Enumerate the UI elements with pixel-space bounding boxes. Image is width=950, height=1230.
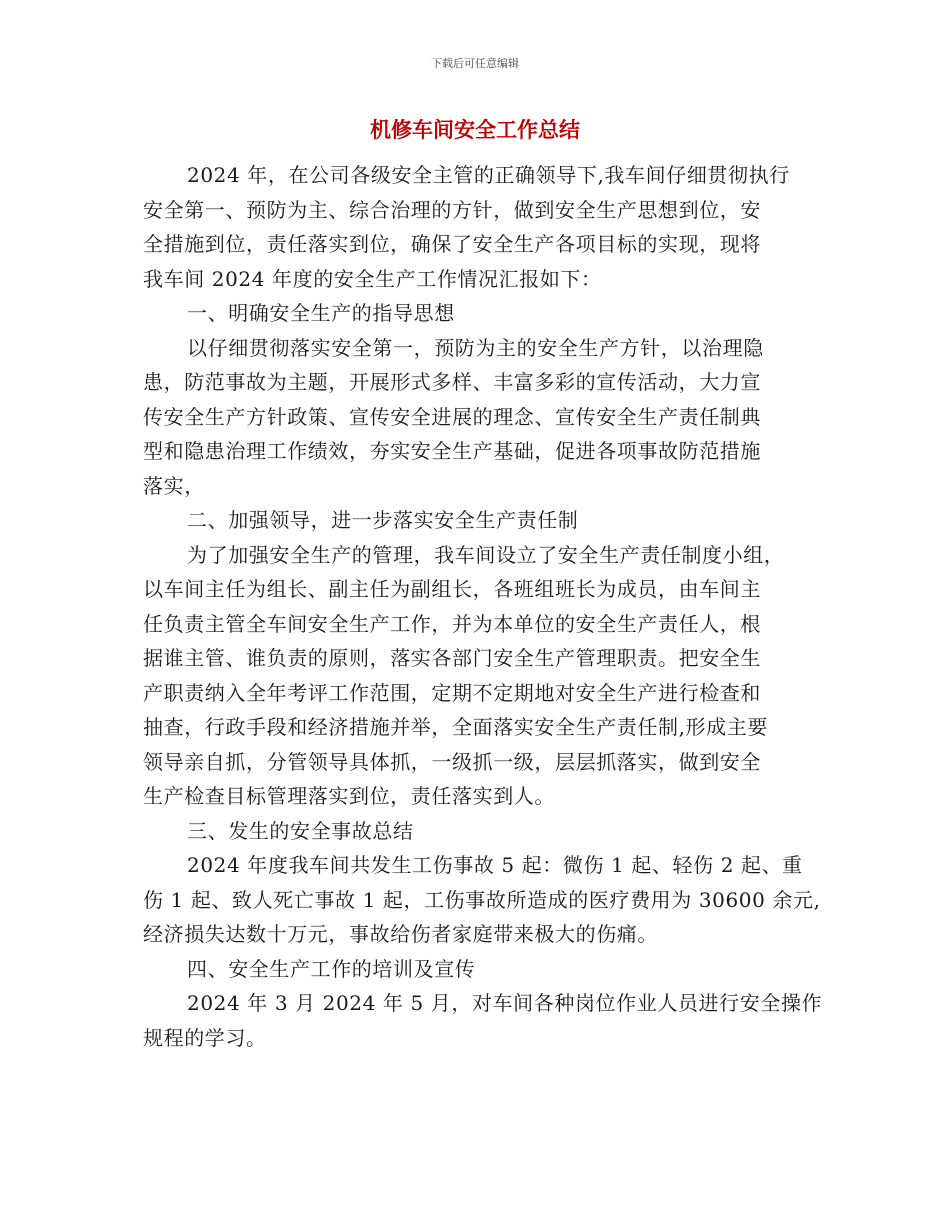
body-line: 四、安全生产工作的培训及宣传	[187, 956, 476, 981]
body-line: 抽查，行政手段和经济措施并举，全面落实安全生产责任制,形成主要	[143, 715, 768, 739]
body-line: 型和隐患治理工作绩效，夯实安全生产基础，促进各项事故防范措施	[143, 439, 761, 463]
body-line: 我车间 2024 年度的安全生产工作情况汇报如下：	[143, 266, 602, 291]
header-note: 下载后可任意编辑	[431, 57, 519, 70]
body-line: 任负责主管全车间安全生产工作，并为本单位的安全生产责任人，根	[143, 611, 761, 636]
body-line: 规程的学习。	[143, 1025, 267, 1050]
body-line: 患，防范事故为主题，开展形式多样、丰富多彩的宣传活动，大力宣	[143, 370, 761, 394]
body-line: 以车间主任为组长、副主任为副组长，各班组班长为成员，由车间主	[143, 577, 761, 601]
body-line: 全措施到位，责任落实到位，确保了安全生产各项目标的实现，现将	[143, 232, 761, 256]
body-line: 据谁主管、谁负责的原则，落实各部门安全生产管理职责。把安全生	[143, 646, 761, 670]
body-line: 2024 年 3 月 2024 年 5 月，对车间各种岗位作业人员进行安全操作	[187, 991, 823, 1015]
body-line: 以仔细贯彻落实安全第一，预防为主的安全生产方针，以治理隐	[187, 335, 764, 360]
body-line: 传安全生产方针政策、宣传安全进展的理念、宣传安全生产责任制典	[143, 404, 761, 429]
body-line: 为了加强安全生产的管理，我车间设立了安全生产责任制度小组，	[187, 542, 785, 567]
body-line: 安全第一、预防为主、综合治理的方针，做到安全生产思想到位，安	[143, 197, 761, 222]
body-line: 生产检查目标管理落实到位，责任落实到人。	[143, 784, 555, 808]
body-line: 2024 年度我车间共发生工伤事故 5 起：微伤 1 起、轻伤 2 起、重	[187, 853, 803, 877]
body-line: 领导亲自抓，分管领导具体抓，一级抓一级，层层抓落实，做到安全	[143, 749, 761, 774]
body-line: 一、明确安全生产的指导思想	[187, 301, 455, 325]
body-line: 伤 1 起、致人死亡事故 1 起，工伤事故所造成的医疗费用为 30600 余元,	[143, 887, 821, 912]
body-line: 三、发生的安全事故总结	[187, 818, 414, 843]
body-line: 二、加强领导，进一步落实安全生产责任制	[187, 508, 579, 532]
body-line: 2024 年，在公司各级安全主管的正确领导下,我车间仔细贯彻执行	[187, 163, 790, 187]
body-line: 产职责纳入全年考评工作范围，定期不定期地对安全生产进行检查和	[143, 680, 761, 705]
document-title: 机修车间安全工作总结	[370, 117, 580, 142]
body-line: 经济损失达数十万元，事故给伤者家庭带来极大的伤痛。	[143, 922, 658, 946]
document-body	[143, 158, 823, 1055]
body-line: 落实，	[143, 473, 205, 498]
